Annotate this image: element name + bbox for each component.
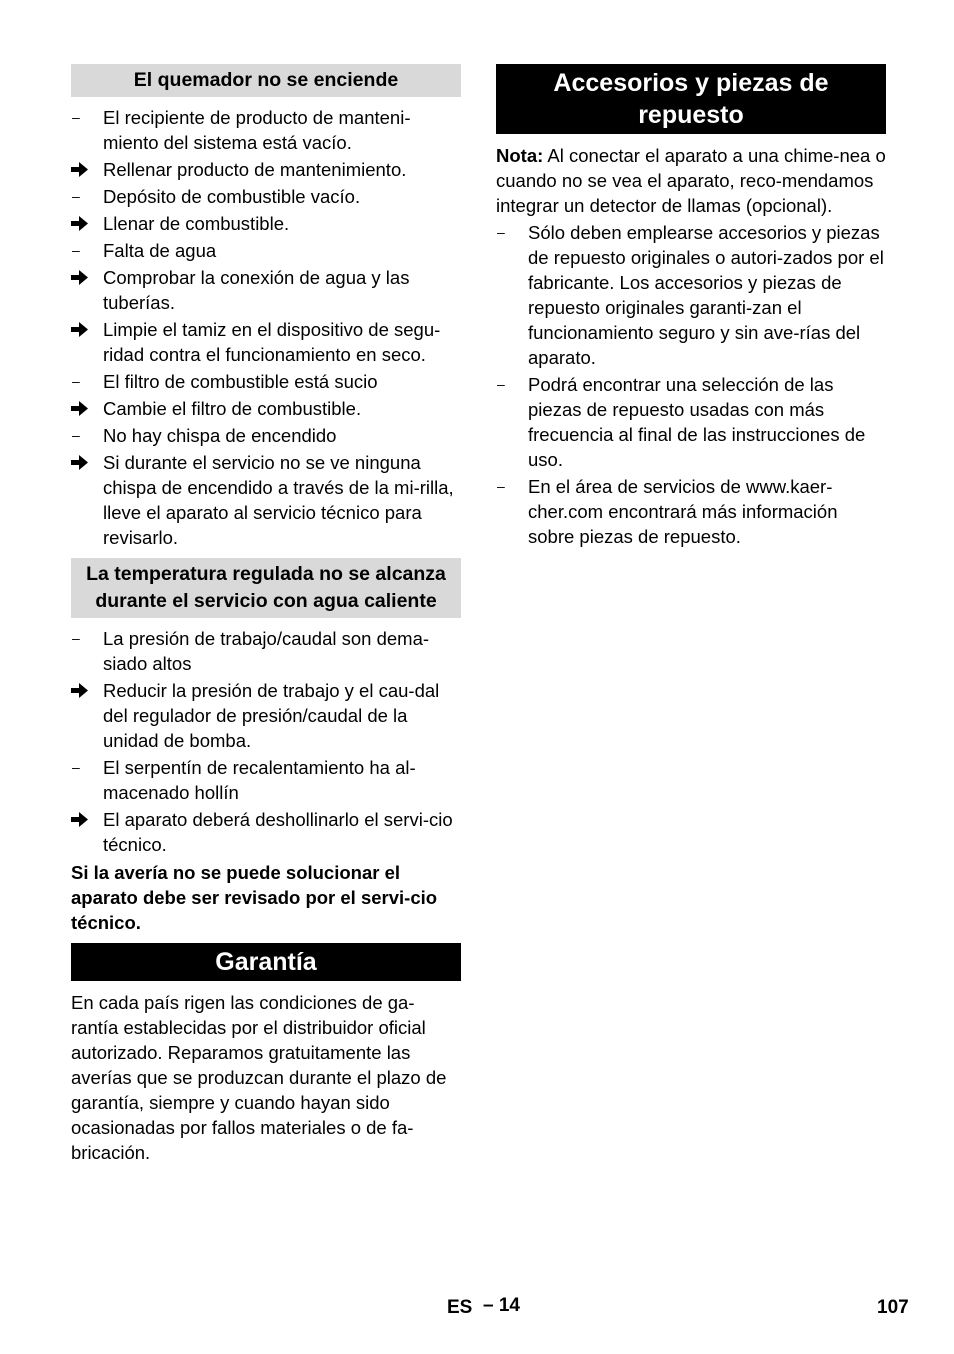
list-item xyxy=(71,157,461,182)
list-item xyxy=(496,372,886,472)
note-label: Nota: xyxy=(496,145,544,166)
section-heading-accessories: Accesorios y piezas de repuesto xyxy=(496,64,886,134)
list-item-text: El recipiente de producto de manteni-miento del sistema está vacío. xyxy=(103,107,411,153)
right-column xyxy=(496,64,886,551)
list-item-text: Falta de agua xyxy=(103,240,217,261)
list-item-text: No hay chispa de encendido xyxy=(103,425,337,446)
list-item xyxy=(71,755,461,805)
list-item-text: Llenar de combustible. xyxy=(103,213,290,234)
arrow-right-icon xyxy=(71,396,88,416)
footer-page-number: 107 xyxy=(877,1297,909,1318)
arrow-right-icon xyxy=(71,265,88,285)
list-item xyxy=(71,105,461,155)
list-item xyxy=(71,396,461,421)
dash-bullet-icon: – xyxy=(72,188,80,204)
list-item xyxy=(71,450,461,550)
dash-bullet-icon: – xyxy=(72,109,80,125)
list-item-text: En el área de servicios de www.kaer-cher.com encontrará más información sobre piezas de repuesto. xyxy=(528,476,838,547)
list-item xyxy=(496,474,886,549)
arrow-right-icon xyxy=(71,807,88,827)
left-column xyxy=(71,64,461,1165)
accessories-note xyxy=(496,143,886,218)
temperature-troubleshooting-list xyxy=(71,626,461,857)
list-item xyxy=(71,678,461,753)
arrow-right-icon xyxy=(71,317,88,337)
accessories-list xyxy=(496,220,886,549)
dash-bullet-icon: – xyxy=(497,478,505,494)
arrow-right-icon xyxy=(71,157,88,177)
list-item-text: El aparato deberá deshollinarlo el servi-cio técnico. xyxy=(103,809,453,855)
list-item-text: Cambie el filtro de combustible. xyxy=(103,398,362,419)
dash-bullet-icon: – xyxy=(72,373,80,389)
dash-bullet-icon: – xyxy=(497,376,505,392)
list-item xyxy=(71,807,461,857)
section-heading-warranty: Garantía xyxy=(71,943,461,981)
list-item xyxy=(71,423,461,448)
burner-troubleshooting-list xyxy=(71,105,461,550)
list-item xyxy=(71,238,461,263)
arrow-right-icon xyxy=(71,678,88,698)
list-item-text: Rellenar producto de mantenimiento. xyxy=(103,159,407,180)
footer-language: ES xyxy=(447,1297,473,1318)
service-note: Si la avería no se puede solucionar el aparato debe ser revisado por el servi-cio técnico. xyxy=(71,862,438,933)
list-item-text: El filtro de combustible está sucio xyxy=(103,371,378,392)
section-heading-burner: El quemador no se enciende xyxy=(71,64,461,97)
list-item xyxy=(71,369,461,394)
list-item-text: Reducir la presión de trabajo y el cau-dal del regulador de presión/caudal de la unidad de bomba. xyxy=(103,680,440,751)
list-item-text: La presión de trabajo/caudal son dema-siado altos xyxy=(103,628,430,674)
note-text: Al conectar el aparato a una chime-nea o cuando no se vea el aparato, reco-mendamos integrar un detector de llamas (opcional). xyxy=(496,145,886,216)
dash-bullet-icon: – xyxy=(72,427,80,443)
arrow-right-icon xyxy=(71,211,88,231)
arrow-right-icon xyxy=(71,450,88,470)
section-heading-temperature: La temperatura regulada no se alcanza durante el servicio con agua caliente xyxy=(71,558,461,618)
footer-local-page: – 14 xyxy=(483,1295,520,1316)
list-item-text: Limpie el tamiz en el dispositivo de segu-ridad contra el funcionamiento en seco. xyxy=(103,319,441,365)
dash-bullet-icon: – xyxy=(72,242,80,258)
list-item-text: Comprobar la conexión de agua y las tuberías. xyxy=(103,267,410,313)
list-item xyxy=(71,265,461,315)
list-item-text: Podrá encontrar una selección de las piezas de repuesto usadas con más frecuencia al final de las instrucciones de uso. xyxy=(528,374,866,470)
list-item xyxy=(71,626,461,676)
list-item xyxy=(71,317,461,367)
list-item-text: Depósito de combustible vacío. xyxy=(103,186,361,207)
list-item xyxy=(71,184,461,209)
dash-bullet-icon: – xyxy=(497,224,505,240)
list-item-text: Sólo deben emplearse accesorios y piezas de repuesto originales o autori-zados por el fabricante. Los accesorios y piezas de repuesto originales garanti-zan el funcionamiento seguro y sin ave-rías del aparato. xyxy=(528,222,884,368)
list-item-text: El serpentín de recalentamiento ha al-macenado hollín xyxy=(103,757,416,803)
list-item xyxy=(71,211,461,236)
warranty-text: En cada país rigen las condiciones de ga-rantía establecidas por el distribuidor oficial autorizado. Reparamos gratuitamente las averías que se produzcan durante el plazo de garantía, siempre y cuando hayan sido ocasionadas por fallos materiales o de fa-bricación. xyxy=(71,992,447,1163)
dash-bullet-icon: – xyxy=(72,630,80,646)
list-item-text: Si durante el servicio no se ve ninguna chispa de encendido a través de la mi-rilla, lleve el aparato al servicio técnico para revisarlo. xyxy=(103,452,454,548)
list-item xyxy=(496,220,886,370)
dash-bullet-icon: – xyxy=(72,759,80,775)
